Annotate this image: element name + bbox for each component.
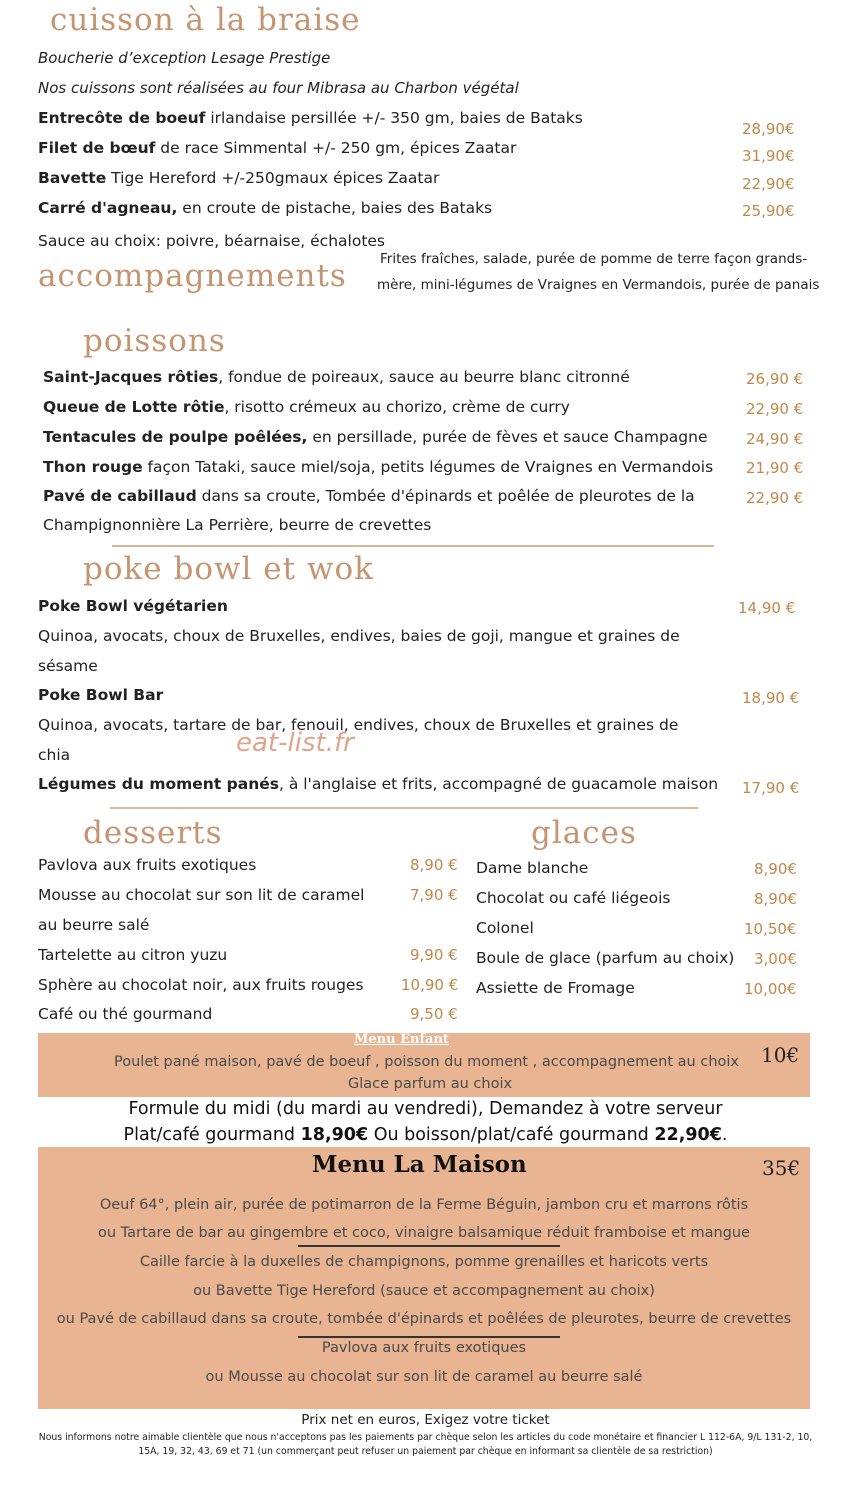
menu-maison-title: Menu La Maison (312, 1151, 527, 1178)
menu-enfant-price: 10€ (761, 1043, 800, 1067)
formule-line-2: Plat/café gourmand 18,90€ Ou boisson/plat/café gourmand 22,90€. (123, 1125, 728, 1145)
menu-item-continuation: Champignonnière La Perrière, beurre de crevettes (43, 516, 432, 534)
glace-item: Boule de glace (parfum au choix) (476, 949, 735, 967)
item-price: 22,90€ (742, 175, 795, 193)
item-price: 28,90€ (742, 120, 795, 138)
menu-maison-line: Oeuf 64°, plein air, purée de potimarron de la Ferme Béguin, jambon cru et marrons rôtis (99, 1197, 749, 1213)
item-price: 31,90€ (742, 147, 795, 165)
glace-item: Dame blanche (476, 859, 589, 877)
menu-maison-price: 35€ (762, 1156, 801, 1180)
item-price: 21,90 € (746, 459, 804, 477)
item-price: 3,00€ (754, 950, 797, 968)
poke-veg-desc-1: Quinoa, avocats, choux de Bruxelles, endives, baies de goji, mangue et graines de (38, 627, 680, 645)
dessert-item: Pavlova aux fruits exotiques (38, 856, 257, 874)
item-price: 17,90 € (742, 779, 800, 797)
accompagnements-line-2: mère, mini-légumes de Vraignes en Vermandois, purée de panais (377, 277, 820, 293)
divider (298, 1336, 560, 1338)
divider (112, 545, 714, 547)
divider (298, 1245, 560, 1247)
menu-item: Thon rouge façon Tataki, sauce miel/soja, petits légumes de Vraignes en Vermandois (43, 458, 714, 476)
menu-item: Entrecôte de boeuf irlandaise persillée +/- 350 gm, baies de Bataks (38, 109, 583, 127)
footer-price-note: Prix net en euros, Exigez votre ticket (301, 1412, 550, 1428)
glace-item: Chocolat ou café liégeois (476, 889, 671, 907)
item-price: 25,90€ (742, 202, 795, 220)
menu-item: Queue de Lotte rôtie, risotto crémeux au chorizo, crème de curry (43, 398, 570, 416)
menu-maison-line: ou Bavette Tige Hereford (sauce et accompagnement au choix) (193, 1283, 655, 1299)
dessert-item: Café ou thé gourmand (38, 1005, 213, 1023)
divider (110, 807, 698, 809)
menu-item: Légumes du moment panés, à l'anglaise et frits, accompagné de guacamole maison (38, 775, 719, 793)
poke-veg-desc-2: sésame (38, 657, 98, 675)
item-price: 8,90€ (754, 860, 797, 878)
item-price: 22,90 € (746, 400, 804, 418)
section-title-cuisson: cuisson à la braise (50, 2, 361, 38)
menu-item: Saint-Jacques rôties, fondue de poireaux, sauce au beurre blanc citronné (43, 368, 630, 386)
item-price: 10,00€ (744, 980, 797, 998)
dessert-item: au beurre salé (38, 916, 150, 934)
menu-item: Bavette Tige Hereford +/-250gmaux épices Zaatar (38, 169, 440, 187)
menu-enfant-title: Menu Enfant (354, 1032, 449, 1047)
poke-bar-desc-2: chia (38, 746, 71, 764)
menu-enfant-line-1: Poulet pané maison, pavé de boeuf , poisson du moment , accompagnement au choix (114, 1054, 739, 1070)
menu-maison-line: ou Mousse au chocolat sur son lit de caramel au beurre salé (205, 1369, 643, 1385)
menu-maison-line: Caille farcie à la duxelles de champignons, pomme grenailles et haricots verts (139, 1254, 709, 1270)
item-price: 22,90 € (746, 489, 804, 507)
cuisson-subtitle-2: Nos cuissons sont réalisées au four Mibrasa au Charbon végétal (38, 79, 519, 97)
cuisson-subtitle-1: Boucherie d’exception Lesage Prestige (38, 49, 331, 67)
poke-bar-name: Poke Bowl Bar (38, 686, 164, 704)
item-price: 10,90 € (401, 976, 459, 994)
menu-item: Pavé de cabillaud dans sa croute, Tombée d'épinards et poêlée de pleurotes de la (43, 487, 695, 505)
footer-legal-1: Nous informons notre aimable clientèle que nous n'acceptons pas les paiements par chèque selon les articles du code monétaire et financier L 112-6A, 9/L 131-2, 10, (38, 1432, 813, 1443)
menu-item: Tentacules de poulpe poêlées, en persillade, purée de fèves et sauce Champagne (43, 428, 708, 446)
item-price: 18,90 € (742, 689, 800, 707)
section-title-glaces: glaces (531, 815, 637, 851)
menu-maison-line: ou Tartare de bar au gingembre et coco, vinaigre balsamique réduit framboise et mangue (98, 1225, 750, 1241)
item-price: 8,90€ (754, 890, 797, 908)
section-title-accompagnements: accompagnements (38, 258, 347, 294)
menu-item: Carré d'agneau, en croute de pistache, baies des Bataks (38, 199, 493, 217)
dessert-item: Sphère au chocolat noir, aux fruits rouges (38, 976, 364, 994)
accompagnements-line-1: Frites fraîches, salade, purée de pomme de terre façon grands- (380, 251, 808, 267)
section-title-desserts: desserts (83, 815, 223, 851)
item-price: 26,90 € (746, 370, 804, 388)
glace-item: Assiette de Fromage (476, 979, 635, 997)
item-price: 24,90 € (746, 430, 804, 448)
footer-legal-2: 15A, 19, 32, 43, 69 et 71 (un commerçant peut refuser un paiement par chèque en informant sa clientèle de sa restriction) (138, 1446, 713, 1457)
watermark: eat-list.fr (236, 728, 354, 758)
dessert-item: Tartelette au citron yuzu (38, 946, 228, 964)
menu-enfant-line-2: Glace parfum au choix (348, 1076, 513, 1092)
menu-maison-line: Pavlova aux fruits exotiques (321, 1340, 527, 1356)
item-price: 7,90 € (410, 886, 458, 904)
item-price: 9,90 € (410, 946, 458, 964)
item-price: 10,50€ (744, 920, 797, 938)
sauce-note: Sauce au choix: poivre, béarnaise, échalotes (38, 232, 386, 250)
section-title-poke: poke bowl et wok (83, 551, 374, 587)
item-price: 14,90 € (738, 599, 796, 617)
item-price: 8,90 € (410, 856, 458, 874)
dessert-item: Mousse au chocolat sur son lit de caramel (38, 886, 365, 904)
poke-veg-name: Poke Bowl végétarien (38, 597, 228, 615)
menu-item: Filet de bœuf de race Simmental +/- 250 gm, épices Zaatar (38, 139, 517, 157)
formule-line-1: Formule du midi (du mardi au vendredi), Demandez à votre serveur (128, 1099, 723, 1119)
menu-maison-line: ou Pavé de cabillaud dans sa croute, tombée d'épinards et poêlées de pleurotes, beurre de crevettes (56, 1311, 792, 1327)
glace-item: Colonel (476, 919, 534, 937)
poke-bar-desc-1: Quinoa, avocats, tartare de bar, fenouil, endives, choux de Bruxelles et graines de (38, 716, 679, 734)
item-price: 9,50 € (410, 1005, 458, 1023)
section-title-poissons: poissons (83, 323, 226, 359)
